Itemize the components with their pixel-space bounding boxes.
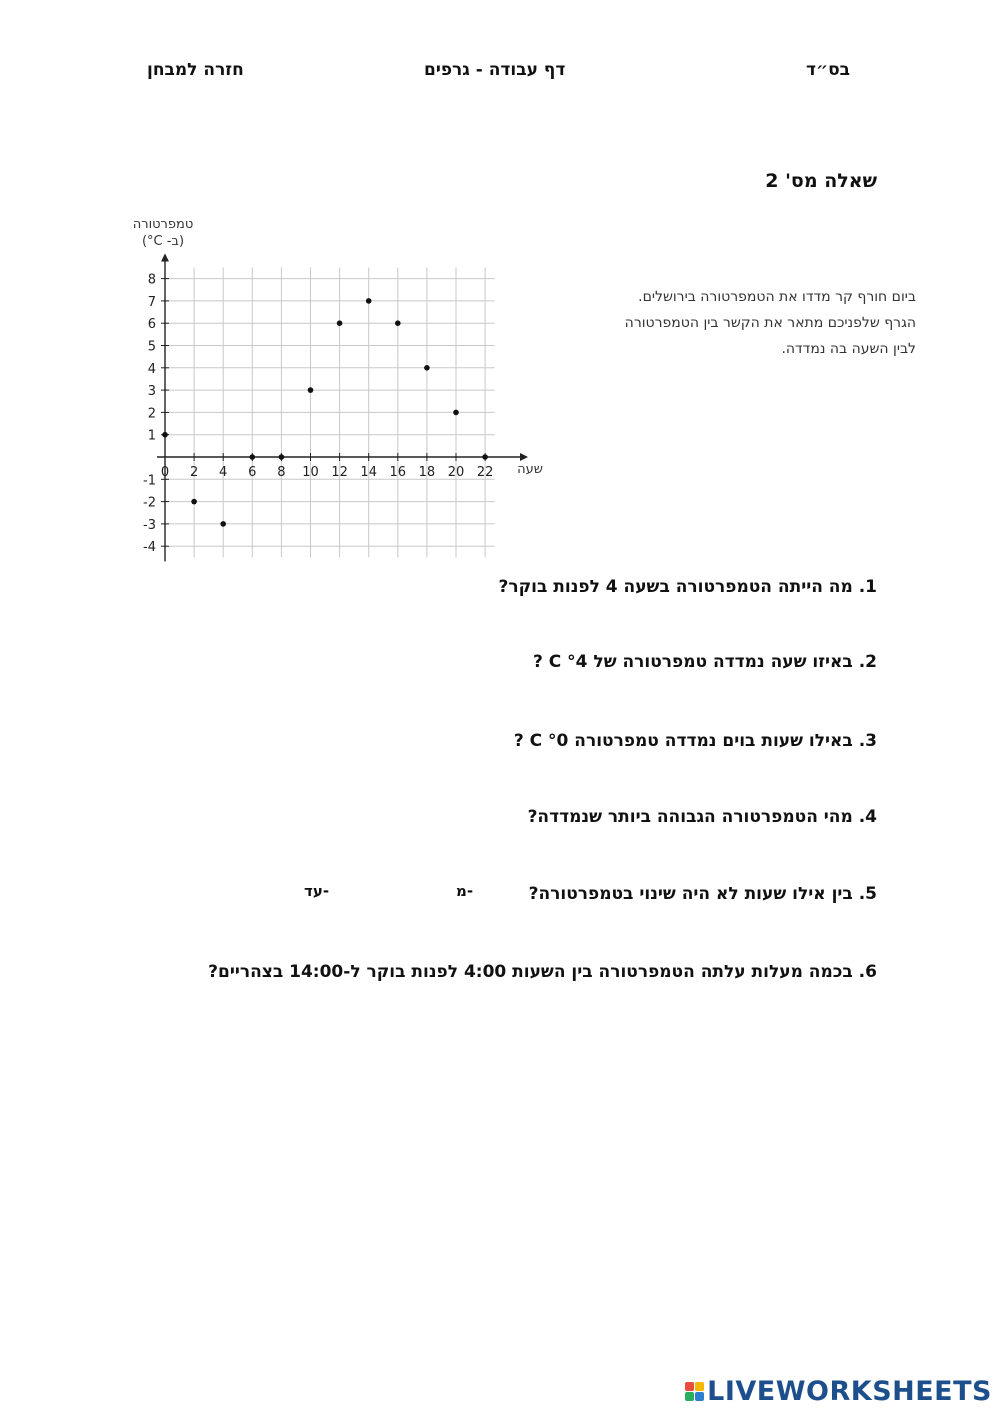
question-5: 5. בין אילו שעות לא היה שינוי בטמפרטורה? — [528, 884, 877, 904]
question-2: 2. באיזו שעה נמדדה טמפרטורה של °4 C ? — [532, 652, 877, 672]
x-tick-label: 16 — [389, 465, 407, 480]
chart-axes — [157, 253, 528, 561]
worksheet-title: דף עבודה - גרפים — [424, 60, 566, 80]
question-3: 3. באילו שעות בוים נמדדה טמפרטורה °0 C ? — [513, 731, 877, 751]
header-left-text: חזרה למבחן — [147, 60, 244, 80]
liveworksheets-logo — [685, 1376, 992, 1407]
x-tick-label: 6 — [248, 465, 257, 480]
data-point — [366, 298, 372, 304]
intro-line: לבין השעה בה נמדדה. — [781, 341, 916, 357]
y-tick-label: 4 — [147, 361, 156, 377]
x-tick-label: 14 — [360, 465, 377, 480]
x-tick-label: 0 — [160, 465, 170, 480]
x-axis-arrow — [520, 453, 528, 461]
header-right-text: בס״ד — [806, 60, 850, 80]
x-tick-label: 12 — [331, 465, 348, 480]
y-tick-label: -2 — [143, 495, 156, 511]
data-point — [162, 432, 168, 438]
y-tick-label: 8 — [147, 272, 156, 288]
data-point — [424, 365, 430, 371]
intro-line: ביום חורף קר מדדו את הטמפרטורה בירושלים. — [638, 289, 916, 305]
question-4: 4. מהי הטמפרטורה הגבוהה ביותר שנמדדה? — [527, 807, 877, 827]
y-tick-label: 3 — [147, 384, 156, 400]
logo-squares-icon — [685, 1382, 704, 1401]
chart-ylabel-line1: טמפרטורה — [132, 217, 194, 232]
q5-from-label: מ- — [456, 882, 474, 900]
x-tick-label: 4 — [219, 465, 228, 480]
data-point — [482, 454, 488, 460]
question-title: שאלה מס' 2 — [765, 170, 877, 192]
data-point — [453, 410, 459, 416]
chart-ylabel-line2: (ב- C°) — [141, 234, 185, 249]
brand-name: LIVEWORKSHEETS — [707, 1376, 992, 1407]
y-tick-label: 6 — [147, 317, 156, 333]
data-point — [308, 387, 314, 393]
data-point — [395, 320, 401, 326]
y-tick-label: -3 — [143, 517, 156, 533]
x-tick-label: 20 — [447, 465, 465, 480]
data-point — [337, 320, 343, 326]
chart-grid — [165, 267, 495, 557]
y-axis-arrow — [161, 253, 169, 261]
intro-paragraph — [576, 284, 916, 362]
y-tick-label: 5 — [147, 339, 156, 355]
question-6: 6. בכמה מעלות עלתה הטמפרטורה בין השעות 4:00 לפנות בוקר ל-14:00 בצהריים? — [208, 962, 877, 982]
question-1: 1. מה הייתה הטמפרטורה בשעה 4 לפנות בוקר? — [498, 577, 877, 597]
data-point — [279, 454, 285, 460]
data-point — [250, 454, 256, 460]
y-tick-label: 2 — [147, 406, 156, 422]
x-tick-label: 2 — [189, 465, 199, 480]
x-tick-label: 22 — [476, 465, 494, 480]
x-tick-label: 18 — [418, 465, 436, 480]
y-tick-label: -4 — [143, 540, 156, 556]
temperature-chart — [110, 205, 550, 580]
data-point — [220, 521, 226, 527]
chart-xlabel: שעה — [517, 462, 543, 477]
y-tick-label: -1 — [143, 473, 156, 489]
x-tick-label: 8 — [277, 465, 286, 480]
y-tick-label: 7 — [147, 294, 156, 310]
x-tick-label: 10 — [302, 465, 319, 480]
intro-line: הגרף שלפניכם מתאר את הקשר בין הטמפרטורה — [624, 315, 916, 331]
y-tick-label: 1 — [147, 428, 156, 444]
chart-tick-labels — [143, 273, 493, 556]
data-point — [191, 499, 197, 505]
q5-to-label: עד- — [304, 882, 330, 900]
